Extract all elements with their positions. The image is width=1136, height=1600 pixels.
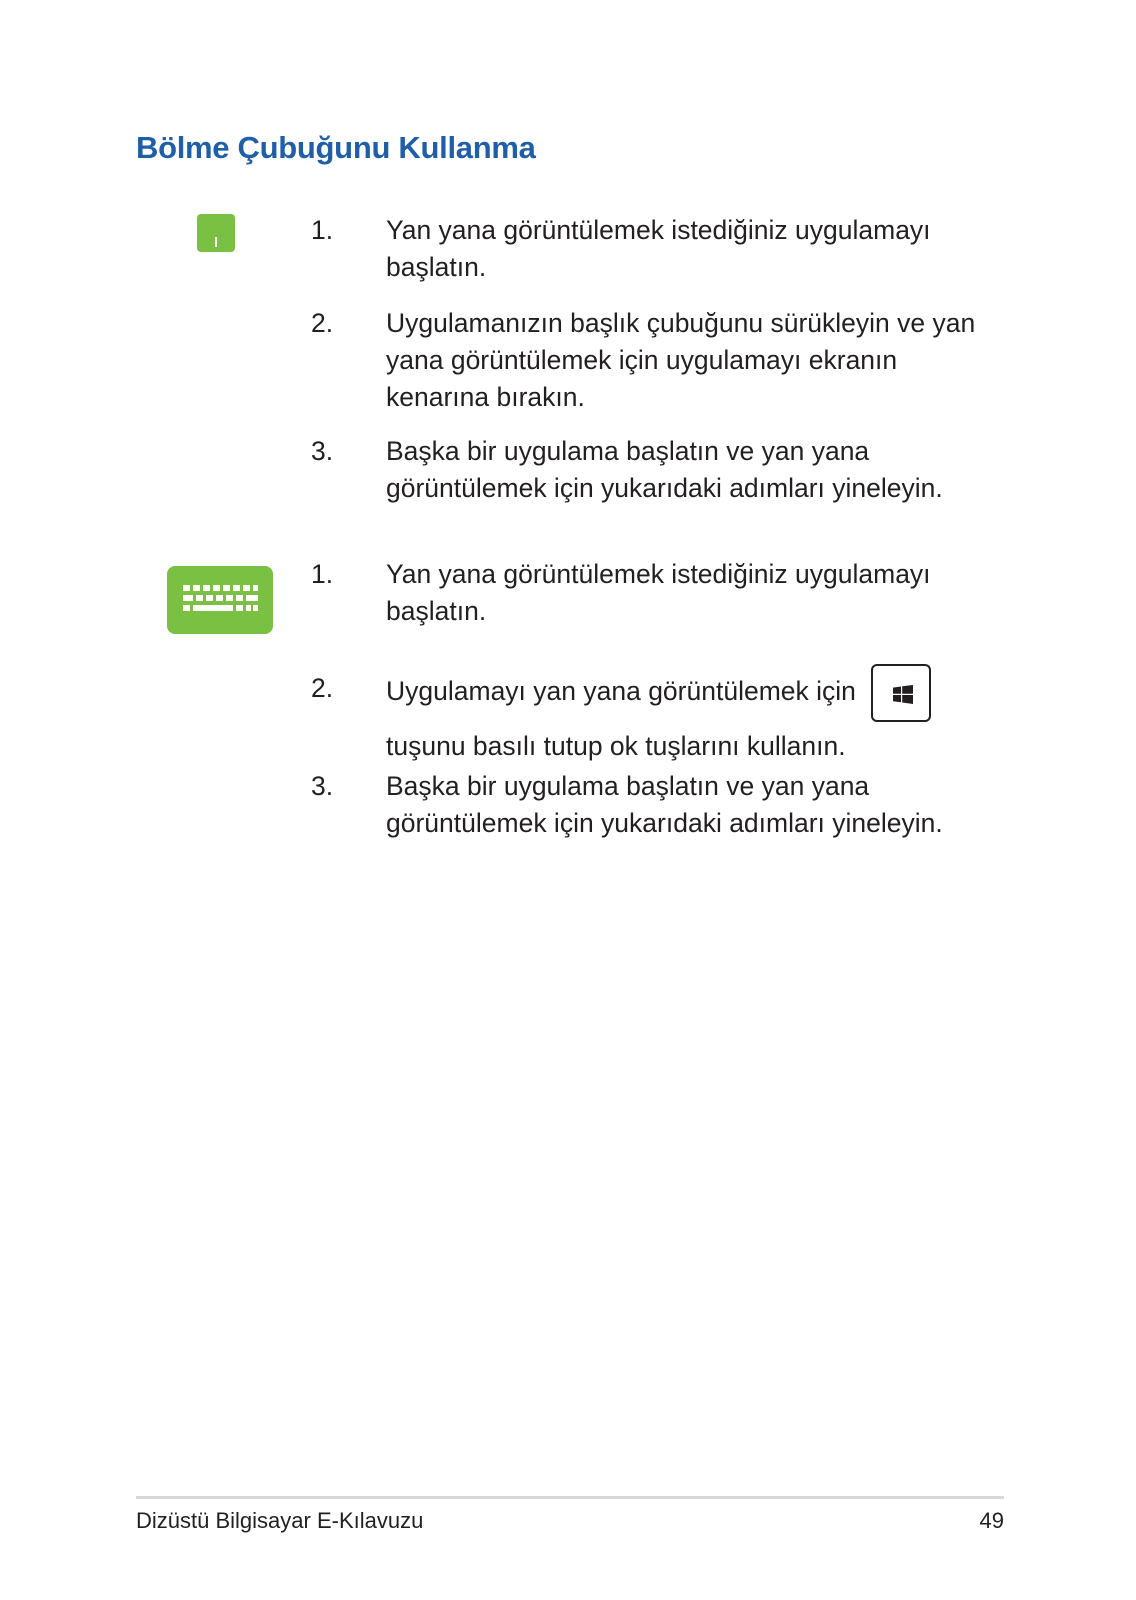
step-text: Uygulamanızın başlık çubuğunu sürükleyin ve yan yana görüntülemek için uygulamayı ekranın kenarına bırakın. bbox=[386, 308, 976, 412]
step-number: 1. bbox=[311, 215, 334, 245]
step-text bbox=[386, 664, 996, 765]
step-number: 2. bbox=[311, 673, 334, 703]
touch-gesture-icon bbox=[197, 214, 235, 252]
step-text: Başka bir uygulama başlatın ve yan yana görüntülemek için yukarıdaki adımları yineleyin. bbox=[386, 436, 943, 503]
step-number: 1. bbox=[311, 559, 334, 589]
step-text-after-key: tuşunu basılı tutup ok tuşlarını kullanın. bbox=[386, 731, 846, 761]
step-text: Yan yana görüntülemek istediğiniz uygulamayı başlatın. bbox=[386, 559, 931, 626]
windows-key-icon bbox=[871, 664, 931, 722]
step-text: Başka bir uygulama başlatın ve yan yana görüntülemek için yukarıdaki adımları yineleyin. bbox=[386, 771, 943, 838]
page-title: Bölme Çubuğunu Kullanma bbox=[136, 130, 536, 165]
step-number: 3. bbox=[311, 771, 334, 801]
step-text-before-key: Uygulamayı yan yana görüntülemek için bbox=[386, 676, 856, 706]
footer-title: Dizüstü Bilgisayar E-Kılavuzu bbox=[136, 1508, 424, 1533]
page-number: 49 bbox=[979, 1508, 1004, 1533]
step-number: 2. bbox=[311, 308, 334, 338]
step-text: Yan yana görüntülemek istediğiniz uygulamayı başlatın. bbox=[386, 215, 931, 282]
keyboard-icon bbox=[167, 566, 273, 634]
step-number: 3. bbox=[311, 436, 334, 466]
footer-divider bbox=[136, 1496, 1004, 1499]
